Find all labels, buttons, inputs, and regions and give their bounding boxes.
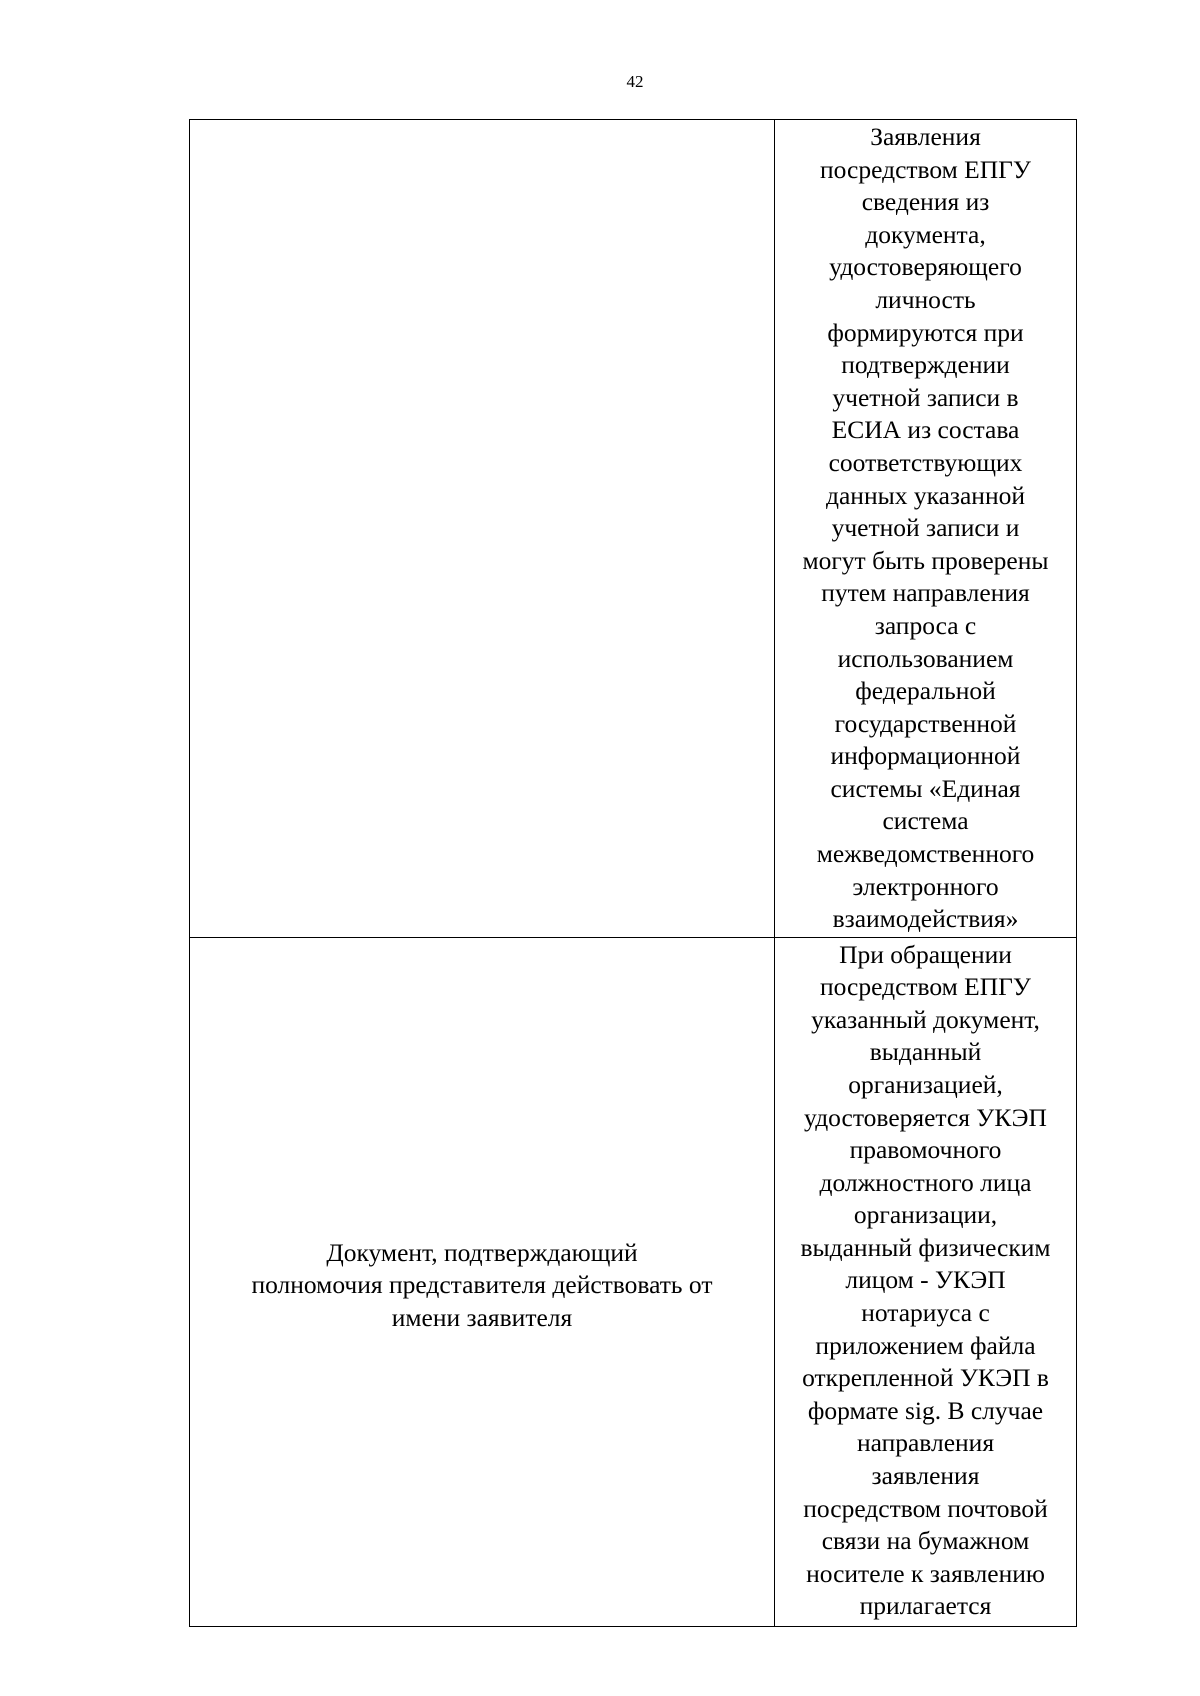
document-requirements-text: Заявления посредством ЕПГУ сведения из документа, удостоверяющего личность формируются при подтверждении учетной записи в ЕСИА из состава соответствующих данных указанной учетной записи и могут быть проверены путем направления запроса с использованием федеральной государственной информационной системы «Единая система межведомственного электронного взаимодействия» xyxy=(802,122,1049,934)
document-name-cell xyxy=(190,120,775,938)
document-name-text: Документ, подтверждающий полномочия представителя действовать от имени заявителя xyxy=(251,1237,713,1333)
document-requirements-cell xyxy=(775,120,1077,938)
table-row xyxy=(190,120,1077,938)
documents-table xyxy=(189,119,1077,1627)
document-name-cell xyxy=(190,937,775,1626)
table-row xyxy=(190,937,1077,1626)
document-requirements-text: При обращении посредством ЕПГУ указанный документ, выданный организацией, удостоверяется УКЭП правомочного должностного лица организации, выданный физическим лицом - УКЭП нотариуса с приложением файла открепленной УКЭП в формате sig. В случае направления заявления посредством почтовой связи на бумажном носителе к заявлению прилагается xyxy=(800,939,1051,1621)
document-requirements-cell xyxy=(775,937,1077,1626)
page-number: 42 xyxy=(626,72,644,91)
